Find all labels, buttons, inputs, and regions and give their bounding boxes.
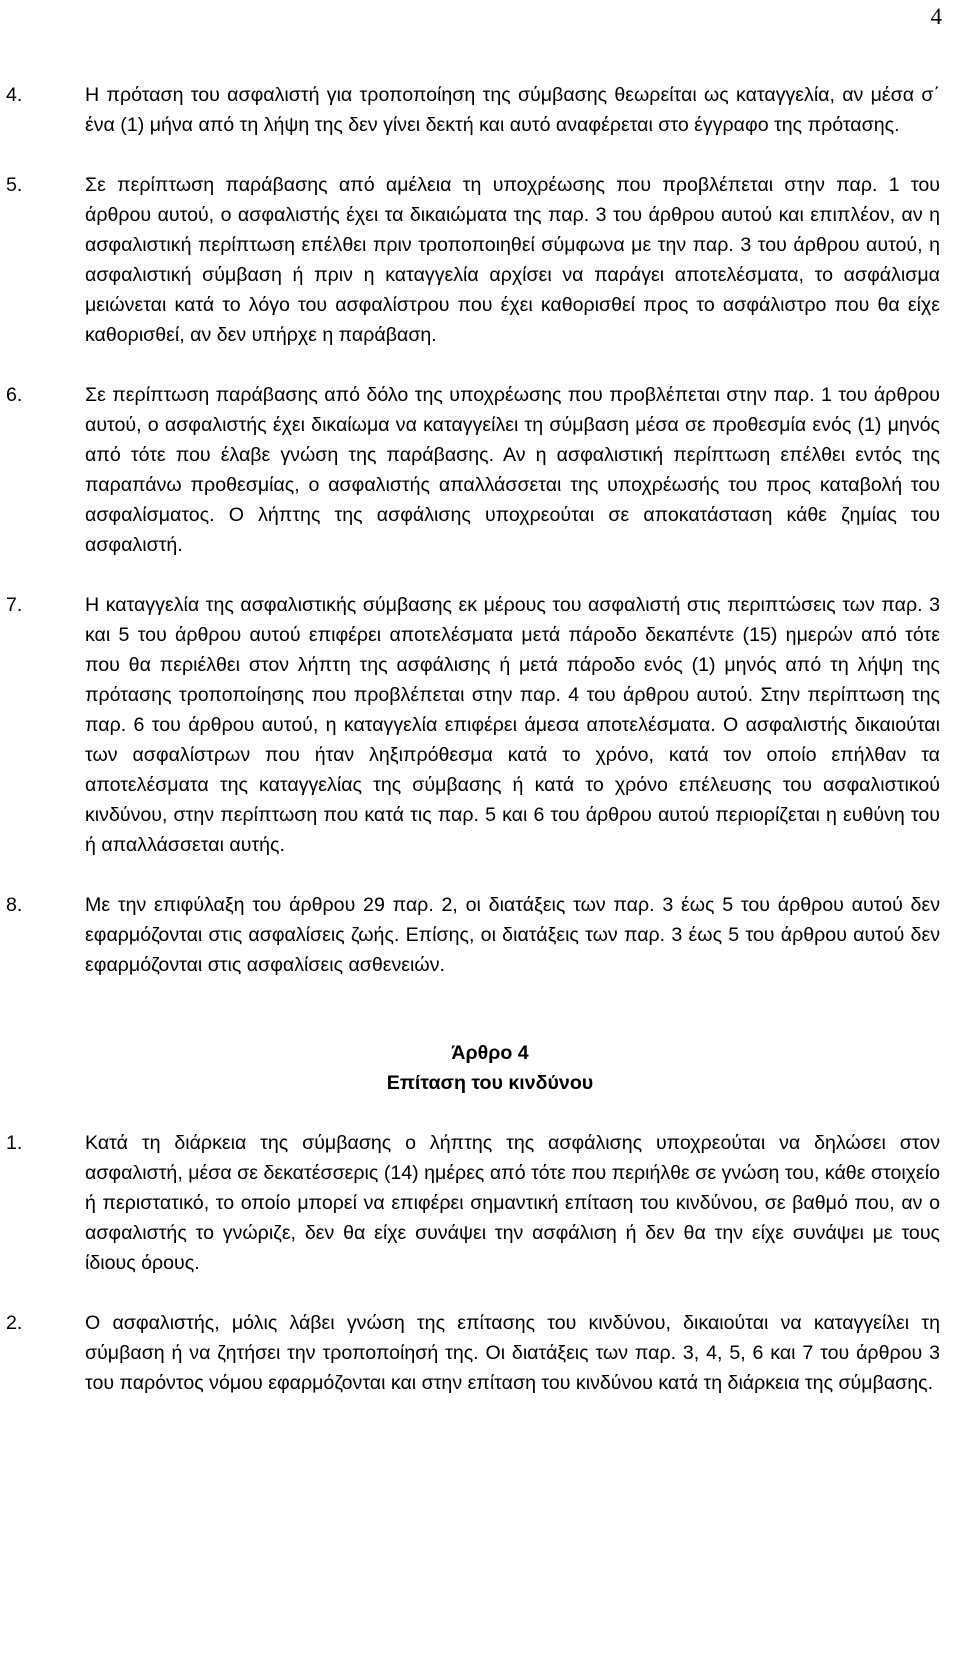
page-number: 4 [930, 4, 942, 29]
paragraph-number: 6. [6, 384, 23, 406]
paragraph-text: Η πρόταση του ασφαλιστή για τροποποίηση της σύμβασης θεωρείται ως καταγγελία, αν μέσα σ΄ ένα (1) μήνα από τη λήψη της δεν γίνει δεκτή και αυτό αναφέρεται στο έγγραφο της πρότασης. [85, 84, 940, 136]
article-title: Άρθρο 4 [451, 1042, 529, 1064]
paragraph-text: Σε περίπτωση παράβασης από δόλο της υποχρέωσης που προβλέπεται στην παρ. 1 του άρθρου αυτού, ο ασφαλιστής έχει δικαίωμα να καταγγείλει τη σύμβαση μέσα σε προθεσμία ενός (1) μηνός από τότε που έλαβε γνώση της παράβασης. Αν η ασφαλιστική περίπτωση επέλθει εντός της παραπάνω προθεσμίας, ο ασφαλιστής απαλλάσσεται της υποχρέωσής του προς καταβολή του ασφαλίσματος. Ο λήπτης της ασφάλισης υποχρεούται σε αποκατάσταση κάθε ζημίας του ασφαλιστή. [85, 384, 940, 556]
paragraph-8 [0, 890, 960, 980]
paragraph-text: Σε περίπτωση παράβασης από αμέλεια τη υποχρέωσης που προβλέπεται στην παρ. 1 του άρθρου αυτού, ο ασφαλιστής έχει τα δικαιώματα της παρ. 3 του άρθρου αυτού και επιπλέον, αν η ασφαλιστική περίπτωση επέλθει πριν τροποποιηθεί σύμφωνα με την παρ. 3 του άρθρου αυτού, η ασφαλιστική σύμβαση ή πριν η καταγγελία αρχίσει να παράγει αποτελέσματα, το ασφάλισμα μειώνεται κατά το λόγο του ασφαλίστρου που έχει καθορισθεί προς το ασφάλιστρο που θα είχε καθορισθεί, αν δεν υπήρχε η παράβαση. [85, 174, 940, 346]
paragraph-number: 4. [6, 84, 23, 106]
paragraph-4 [0, 80, 960, 140]
paragraph-number: 5. [6, 174, 23, 196]
paragraph-text: Κατά τη διάρκεια της σύμβασης ο λήπτης της ασφάλισης υποχρεούται να δηλώσει στον ασφαλιστή, μέσα σε δεκατέσσερις (14) ημέρες από τότε που περιήλθε σε γνώση του, κάθε στοιχείο ή περιστατικό, το οποίο μπορεί να επιφέρει σημαντική επίταση του κινδύνου, σε βαθμό που, αν ο ασφαλιστής το γνώριζε, δεν θα είχε συνάψει την ασφάλιση ή δεν θα την είχε συνάψει με τους ίδιους όρους. [85, 1132, 940, 1274]
paragraph-number: 7. [6, 594, 23, 616]
paragraph-7 [0, 590, 960, 860]
paragraph-number: 1. [6, 1132, 23, 1154]
article-heading [0, 1038, 960, 1098]
paragraph-text: Ο ασφαλιστής, μόλις λάβει γνώση της επίτασης του κινδύνου, δικαιούται να καταγγείλει τη σύμβαση ή να ζητήσει την τροποποίησή της. Οι διατάξεις των παρ. 3, 4, 5, 6 και 7 του άρθρου 3 του παρόντος νόμου εφαρμόζονται και στην επίταση του κινδύνου κατά τη διάρκεια της σύμβασης. [85, 1312, 940, 1394]
paragraph-text: Με την επιφύλαξη του άρθρου 29 παρ. 2, οι διατάξεις των παρ. 3 έως 5 του άρθρου αυτού δεν εφαρμόζονται στις ασφαλίσεις ζωής. Επίσης, οι διατάξεις των παρ. 3 έως 5 του άρθρου αυτού δεν εφαρμόζονται στις ασφαλίσεις ασθενειών. [85, 894, 940, 976]
paragraph-6 [0, 380, 960, 560]
article-paragraph-2 [0, 1308, 960, 1398]
paragraph-number: 2. [6, 1312, 23, 1334]
article-subtitle: Επίταση του κινδύνου [386, 1072, 594, 1094]
article-paragraph-1 [0, 1128, 960, 1278]
paragraph-text: Η καταγγελία της ασφαλιστικής σύμβασης εκ μέρους του ασφαλιστή στις περιπτώσεις των παρ. 3 και 5 του άρθρου αυτού επιφέρει αποτελέσματα μετά πάροδο δεκαπέντε (15) ημερών από τότε που θα περιέλθει στον λήπτη της ασφάλισης ή μετά πάροδο ενός (1) μηνός από τη λήψη της πρότασης τροποποίησης που προβλέπεται στην παρ. 4 του άρθρου αυτού. Στην περίπτωση της παρ. 6 του άρθρου αυτού, η καταγγελία επιφέρει άμεσα αποτελέσματα. Ο ασφαλιστής δικαιούται των ασφαλίστρων που ήταν ληξιπρόθεσμα κατά το χρόνο, κατά τον οποίο επήλθαν τα αποτελέσματα της καταγγελίας της σύμβασης ή κατά το χρόνο επέλευσης του ασφαλιστικού κινδύνου, στην περίπτωση που κατά τις παρ. 5 και 6 του άρθρου αυτού περιορίζεται η ευθύνη του ή απαλλάσσεται αυτής. [85, 594, 940, 856]
paragraph-5 [0, 170, 960, 350]
document-body [0, 80, 960, 1428]
paragraph-number: 8. [6, 894, 23, 916]
